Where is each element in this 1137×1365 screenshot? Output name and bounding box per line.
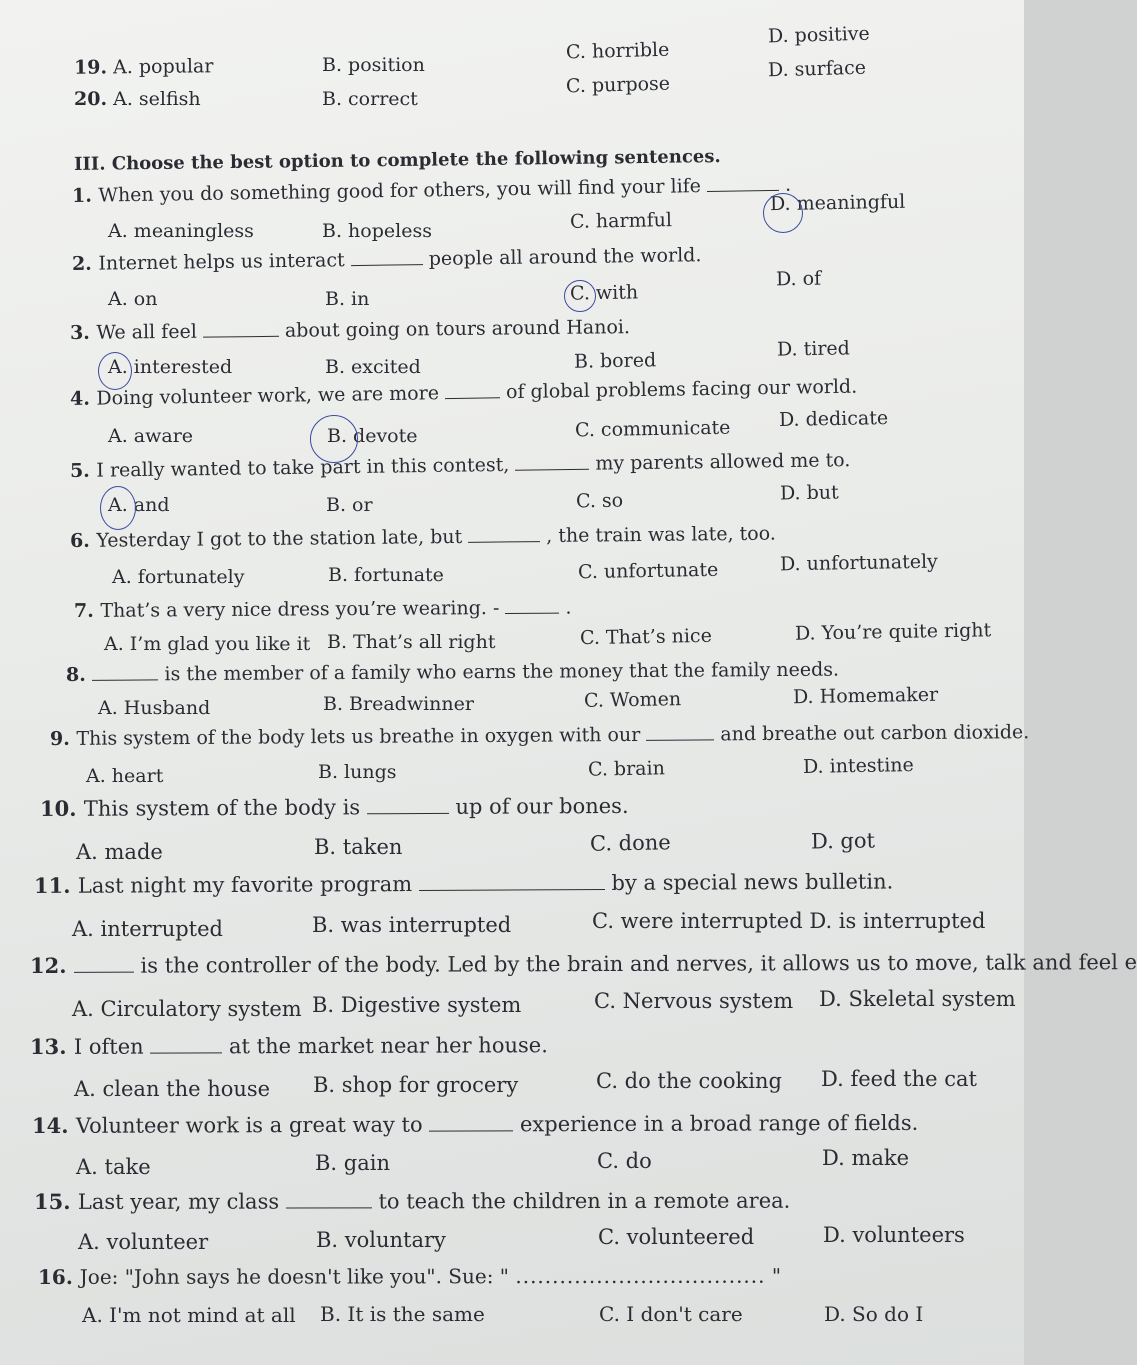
question-number: 13.: [29, 1033, 74, 1059]
question-number: 10.: [39, 795, 84, 821]
answer-blank: [150, 1038, 222, 1053]
option-c: C. communicate: [574, 416, 731, 442]
question-text-after: by a special news bulletin.: [604, 869, 894, 896]
option-a: A. meaningless: [108, 220, 254, 242]
option-b: B. excited: [325, 356, 421, 378]
option-a: A. aware: [108, 425, 194, 447]
question-number: 5.: [69, 459, 97, 482]
question-number: 14.: [31, 1112, 76, 1138]
question-text-after: people all around the world.: [422, 244, 702, 271]
option-c: C. do the cooking: [596, 1069, 782, 1093]
question-text-after: of global problems facing our world.: [499, 375, 858, 404]
question-text-before: Last night my favorite program: [77, 871, 419, 898]
question-stem: [50, 721, 1029, 750]
question-text-after: to teach the children in a remote area.: [371, 1188, 791, 1214]
option-d: D. tired: [776, 337, 851, 361]
question-text-after: at the market near her house.: [222, 1033, 548, 1059]
question-number: 9.: [49, 727, 77, 750]
question-number: 11.: [33, 872, 78, 898]
option-d: D. You’re quite right: [794, 619, 992, 645]
option-b: B. Breadwinner: [323, 693, 474, 715]
question-stem: [70, 523, 776, 552]
option-a: A. interested: [108, 356, 233, 378]
question-text-after: up of our bones.: [448, 793, 629, 819]
option-d: D. of: [775, 267, 822, 291]
question-stem: [74, 597, 572, 622]
option-b: B. position: [322, 54, 425, 76]
answer-dots: ..................................: [515, 1263, 766, 1289]
option-b: B. taken: [314, 835, 403, 859]
option-b: B. correct: [322, 88, 418, 110]
question-text-after: about going on tours around Hanoi.: [278, 316, 631, 342]
option-c: C. done: [589, 830, 671, 856]
option-a: A. selfish: [113, 88, 201, 110]
question-text-before: Internet helps us interact: [98, 249, 351, 275]
option-a: A. popular: [112, 55, 214, 79]
question-stem: [70, 376, 857, 410]
option-c: C. so: [575, 489, 624, 513]
option-a: A. and: [108, 494, 170, 516]
question-stem: [70, 316, 630, 344]
question-stem: [30, 951, 1137, 977]
option-c: C. That’s nice: [579, 624, 713, 650]
option-d: D. make: [822, 1146, 910, 1170]
question-stem: [70, 449, 851, 482]
option-d: D. surface: [767, 56, 867, 82]
answer-blank: [74, 958, 134, 973]
question-text-before: I really wanted to take part in this contest,: [96, 453, 516, 482]
option-b: B. That’s all right: [327, 631, 496, 653]
option-b: B. lungs: [318, 761, 397, 783]
question-number: 19.: [73, 56, 108, 79]
question-number: 15.: [33, 1188, 78, 1214]
option-c: C. unfortunate: [577, 558, 719, 584]
option-d: D. got: [810, 828, 876, 854]
option-c: C. brain: [587, 757, 666, 781]
question-text-before: That’s a very nice dress you’re wearing. -: [100, 596, 506, 622]
option-b: B. voluntary: [316, 1228, 446, 1252]
option-a: A. made: [76, 840, 163, 864]
option-d: D. dedicate: [778, 407, 889, 431]
option-d: D. Skeletal system: [819, 987, 1016, 1011]
answer-blank: [351, 250, 423, 266]
question-text-before: I often: [73, 1034, 151, 1059]
option-b: B. devote: [327, 425, 418, 447]
option-b: B. shop for grocery: [313, 1073, 519, 1097]
option-c: C. I don't care: [599, 1302, 743, 1326]
question-text-after: my parents allowed me to.: [589, 449, 851, 475]
answer-blank: [468, 527, 540, 543]
option-a: A. on: [108, 288, 158, 310]
answer-blank: [515, 455, 589, 471]
option-d: D. meaningful: [769, 190, 906, 216]
question-number: 16.: [37, 1264, 80, 1289]
option-a: A. I’m glad you like it: [104, 633, 311, 655]
answer-blank: [203, 322, 279, 338]
question-stem: [32, 1112, 918, 1137]
option-a: A. heart: [86, 765, 164, 787]
question-stem: [66, 659, 839, 686]
answer-blank: [419, 875, 605, 891]
vocab-row: [74, 55, 214, 78]
question-stem: [72, 174, 791, 207]
question-text-after: ": [765, 1263, 782, 1288]
vocab-row: [74, 88, 201, 110]
option-d: D. but: [779, 481, 839, 505]
question-stem: [38, 1265, 781, 1288]
question-text-after: is the controller of the body. Led by the brain and nerves, it allows us to move, talk and feel e: [133, 950, 1137, 978]
option-b: B. was interrupted: [312, 913, 512, 937]
question-stem: [40, 795, 629, 820]
answer-blank: [445, 383, 500, 399]
option-b: B. It is the same: [320, 1302, 485, 1326]
question-number: 6.: [69, 529, 97, 552]
question-text-after: and breathe out carbon dioxide.: [714, 721, 1030, 746]
option-b: B. hopeless: [322, 220, 432, 242]
question-number: 1.: [71, 184, 99, 207]
answer-blank: [92, 665, 158, 680]
question-number: 7.: [73, 599, 101, 622]
option-d: D. feed the cat: [821, 1067, 977, 1091]
question-text-before: Volunteer work is a great way to: [75, 1112, 430, 1138]
option-c: B. bored: [573, 349, 657, 373]
option-c: C. harmful: [569, 209, 673, 233]
option-d: D. intestine: [802, 754, 914, 778]
option-a: A. clean the house: [74, 1077, 271, 1101]
option-d: D. Homemaker: [792, 683, 939, 709]
question-number: 12.: [29, 952, 74, 978]
option-d: D. positive: [767, 22, 871, 48]
option-b: B. Digestive system: [312, 993, 522, 1017]
option-a: A. interrupted: [72, 917, 223, 941]
option-a: A. take: [76, 1155, 151, 1179]
question-text-before: Yesterday I got to the station late, but: [96, 525, 469, 552]
question-number: 4.: [69, 387, 97, 410]
question-number: 20.: [74, 88, 108, 110]
question-number: 2.: [71, 252, 99, 275]
option-d: D. volunteers: [823, 1223, 965, 1247]
answer-blank: [646, 725, 714, 740]
question-text-after: experience in a broad range of fields.: [513, 1110, 919, 1137]
option-b: B. gain: [315, 1151, 390, 1175]
question-text-before: Doing volunteer work, we are more: [96, 382, 446, 410]
option-b: B. in: [325, 288, 370, 310]
option-b: B. or: [326, 494, 373, 516]
option-c: C. horrible: [565, 38, 670, 64]
question-text-before: This system of the body lets us breathe in oxygen with our: [76, 723, 647, 750]
answer-blank: [505, 599, 559, 614]
answer-blank: [367, 799, 449, 814]
option-c: C. Women: [583, 688, 682, 712]
question-text-before: Joe: "John says he doesn't like you". Sue: ": [79, 1264, 516, 1289]
option-c: C. were interrupted D. is interrupted: [592, 909, 986, 933]
question-text-after: .: [559, 596, 572, 619]
option-c: C. with: [569, 281, 639, 305]
option-a: A. I'm not mind at all: [82, 1303, 296, 1327]
question-text-before: When you do something good for others, you will find your life: [98, 175, 708, 207]
option-c: C. do: [597, 1149, 652, 1173]
question-number: 3.: [69, 321, 97, 344]
section-title: III. Choose the best option to complete the following sentences.: [73, 146, 721, 175]
option-a: A. Husband: [98, 697, 211, 719]
question-number: 8.: [65, 663, 93, 686]
question-stem: [30, 1034, 548, 1058]
option-b: B. fortunate: [328, 564, 444, 586]
option-a: A. fortunately: [112, 566, 245, 588]
option-c: C. volunteered: [598, 1225, 755, 1249]
answer-blank: [286, 1193, 372, 1208]
question-text-before: This system of the body is: [83, 795, 367, 821]
question-text-after: .: [778, 173, 792, 196]
option-a: A. volunteer: [78, 1230, 209, 1254]
question-text-after: , the train was late, too.: [540, 522, 776, 548]
answer-blank: [429, 1116, 513, 1131]
option-d: D. unfortunately: [779, 550, 938, 576]
question-stem: [72, 244, 702, 275]
question-text-after: is the member of a family who earns the money that the family needs.: [158, 658, 840, 686]
question-text-before: Last year, my class: [77, 1189, 286, 1214]
question-stem: [34, 1190, 790, 1213]
question-text-before: We all feel: [96, 320, 203, 344]
answer-blank: [707, 176, 779, 192]
option-c: C. purpose: [565, 72, 671, 98]
option-a: A. Circulatory system: [72, 997, 302, 1021]
question-stem: [34, 871, 893, 897]
option-d: D. So do I: [824, 1302, 924, 1326]
option-c: C. Nervous system: [594, 989, 794, 1013]
